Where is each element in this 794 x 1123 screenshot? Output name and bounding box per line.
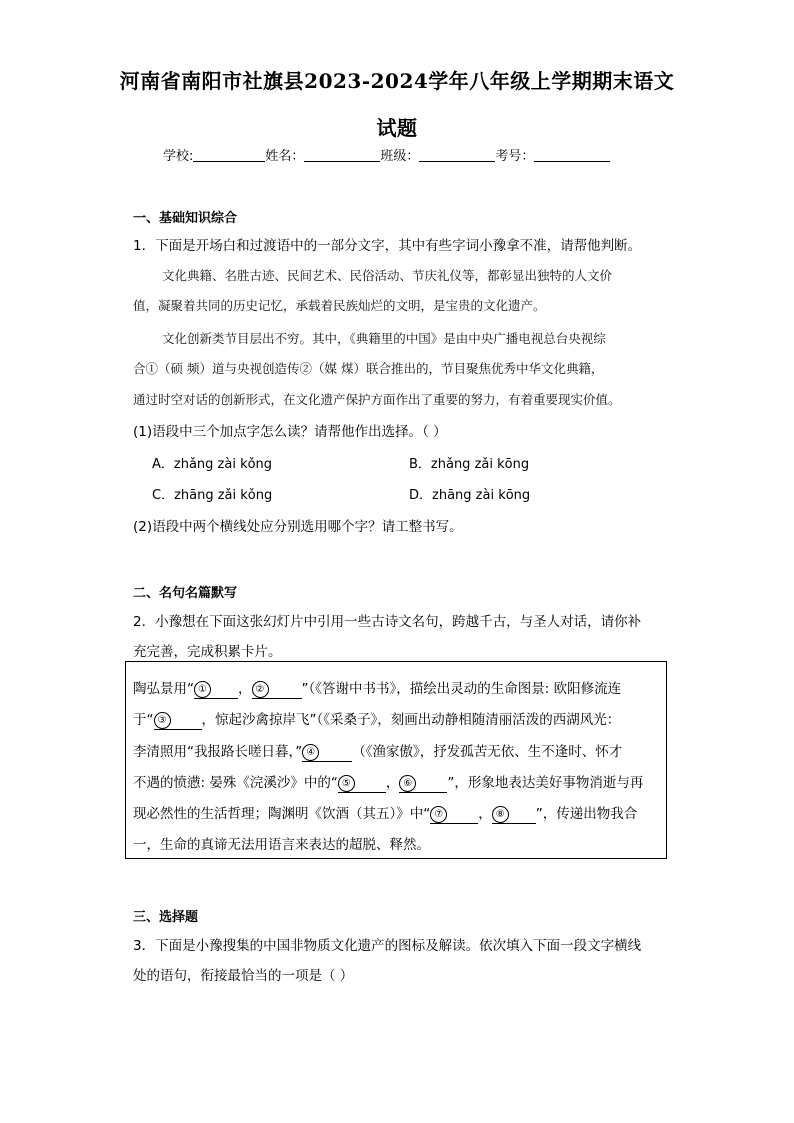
blank-8[interactable] bbox=[492, 806, 536, 824]
blank-2[interactable] bbox=[252, 681, 302, 699]
card-line-3 bbox=[133, 740, 622, 762]
q1-sub2: (2)语段中两个横线处应分别选用哪个字？请工整书写。 bbox=[133, 519, 463, 535]
class-label: 班级： bbox=[380, 149, 420, 164]
card-text: ，惊起沙禽掠岸飞”（《采桑子》，刻画出动静相随清丽活泼的西湖风光： bbox=[201, 712, 621, 728]
q3-stem-line1: 3．下面是小豫搜集的中国非物质文化遗产的图标及解读。依次填入下面一段文字横线 bbox=[133, 938, 642, 954]
card-text: （《渔家傲》，抒发孤苦无依、生不逢时、怀才 bbox=[352, 744, 623, 760]
blank-7[interactable] bbox=[430, 806, 478, 824]
blank-5[interactable] bbox=[338, 775, 386, 793]
card-text: ”，传递出物我合 bbox=[535, 806, 638, 822]
card-text: ， bbox=[238, 681, 252, 697]
blank-number: ① bbox=[194, 681, 211, 698]
blank-number: ④ bbox=[302, 744, 319, 761]
card-line-6: 一，生命的真谛无法用语言来表达的超脱、释然。 bbox=[133, 837, 430, 853]
passage-line: 通过时空对话的创新形式，在文化遗产保护方面作出了重要的努力，有着重要现实价值。 bbox=[133, 392, 621, 407]
blank-number: ⑧ bbox=[492, 806, 509, 823]
name-blank[interactable] bbox=[304, 147, 380, 162]
card-line-2 bbox=[133, 708, 620, 730]
school-label: 学校: bbox=[163, 149, 194, 164]
passage-line: 文化典籍、名胜古迹、民间艺术、民俗活动、节庆礼仪等，都彰显出独特的人文价 bbox=[162, 268, 613, 283]
card-text: ”（《答谢中书书》，描绘出灵动的生命图景: 欧阳修流连 bbox=[301, 681, 622, 697]
blank-3[interactable] bbox=[154, 712, 202, 730]
card-text: 于“ bbox=[133, 712, 154, 728]
passage-line: 文化创新类节目层出不穷。其中，《典籍里的中国》是由中央广播电视总台央视综 bbox=[162, 331, 606, 346]
card-text: 李清照用“我报路长嗟日暮，” bbox=[133, 744, 303, 760]
option-b[interactable]: B．zhǎng zǎi kōng bbox=[409, 457, 530, 472]
blank-number: ⑥ bbox=[399, 775, 416, 792]
passage-line: 合①（硕 频）道与央视创造传②（媒 煤）联合推出的，节目聚焦优秀中华文化典籍， bbox=[133, 361, 604, 376]
option-a[interactable]: A．zhǎng zài kǒng bbox=[152, 457, 273, 472]
card-text: ， bbox=[385, 775, 400, 791]
q2-stem-line2: 充完善，完成积累卡片。 bbox=[133, 644, 282, 660]
student-info-fields bbox=[163, 145, 610, 164]
section3-heading: 三、选择题 bbox=[133, 910, 199, 925]
blank-1[interactable] bbox=[194, 681, 238, 699]
name-label: 姓名： bbox=[265, 149, 305, 164]
card-text: ”，形象地表达美好事物消逝与再 bbox=[447, 775, 644, 791]
school-blank[interactable] bbox=[193, 147, 265, 162]
card-line-1 bbox=[133, 677, 621, 699]
q1-stem: 1．下面是开场白和过渡语中的一部分文字，其中有些字词小豫拿不准，请帮他判断。 bbox=[133, 238, 642, 254]
doc-title-line1: 河南省南阳市社旗县2023-2024学年八年级上学期期末语文 bbox=[119, 69, 675, 93]
q3-stem-line2: 处的语句，衔接最恰当的一项是（ ） bbox=[133, 968, 354, 984]
blank-number: ⑦ bbox=[430, 806, 447, 823]
doc-title-line2: 试题 bbox=[376, 116, 418, 140]
option-d[interactable]: D．zhāng zài kōng bbox=[409, 488, 531, 503]
blank-6[interactable] bbox=[399, 775, 447, 793]
q2-stem-line1: 2．小豫想在下面这张幻灯片中引用一些古诗文名句，跨越千古，与圣人对话，请你补 bbox=[133, 614, 642, 630]
q1-sub1: (1)语段中三个加点字怎么读？请帮他作出选择。（ ） bbox=[133, 424, 447, 440]
card-text: ， bbox=[478, 806, 492, 822]
class-blank[interactable] bbox=[419, 147, 495, 162]
blank-number: ③ bbox=[154, 712, 171, 729]
blank-number: ② bbox=[252, 681, 269, 698]
exam-no-label: 考号： bbox=[495, 149, 535, 164]
exam-no-blank[interactable] bbox=[534, 147, 610, 162]
section1-heading: 一、基础知识综合 bbox=[133, 211, 238, 226]
blank-number: ⑤ bbox=[338, 775, 355, 792]
blank-4[interactable] bbox=[302, 744, 352, 762]
card-line-4 bbox=[133, 771, 643, 793]
card-text: 陶弘景用“ bbox=[133, 681, 194, 697]
card-text: 现必然性的生活哲理；陶渊明《饮酒（其五）》中“ bbox=[133, 806, 431, 822]
card-line-5 bbox=[133, 802, 637, 824]
section2-heading: 二、名句名篇默写 bbox=[133, 586, 238, 601]
card-text: 不遇的愤懑: 晏殊《浣溪沙》中的“ bbox=[133, 775, 338, 791]
passage-line: 值，凝聚着共同的历史记忆，承载着民族灿烂的文明，是宝贵的文化遗产。 bbox=[133, 298, 546, 313]
option-c[interactable]: C．zhāng zǎi kǒng bbox=[152, 488, 273, 503]
